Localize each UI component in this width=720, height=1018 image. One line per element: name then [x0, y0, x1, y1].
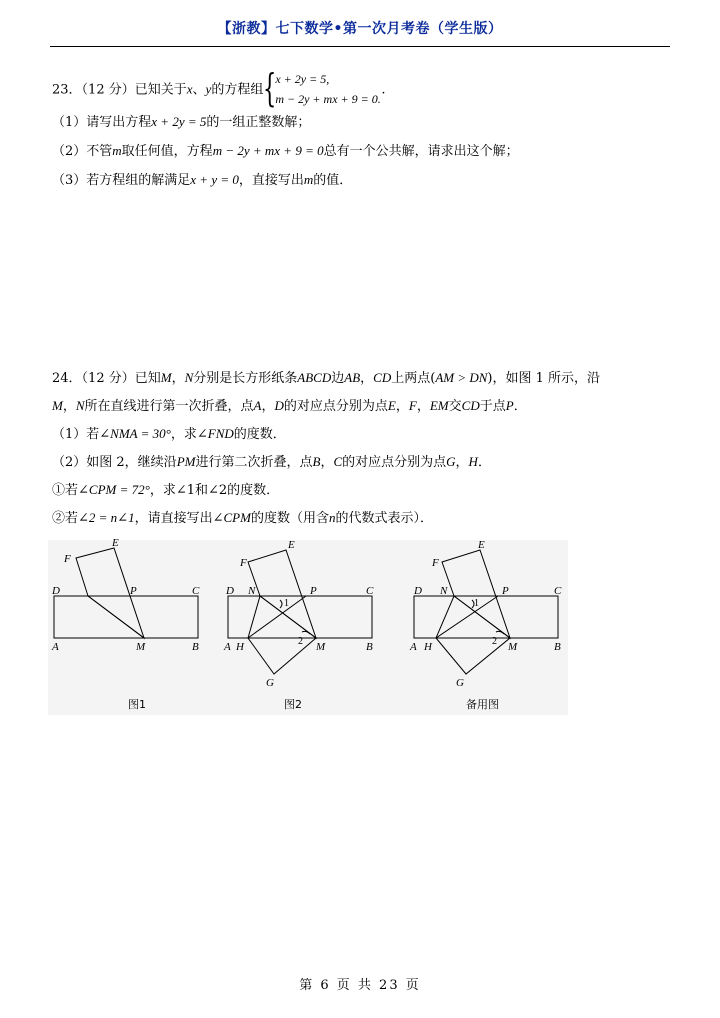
q23-p1-text: （1）请写出方程	[52, 115, 152, 130]
q23-p3-m: m	[303, 172, 314, 187]
t: ，	[395, 399, 409, 414]
m: M	[160, 370, 172, 385]
fig3-label-b: B	[554, 641, 561, 653]
equation-1: x + 2y = 5,	[275, 72, 330, 86]
t: 的代数式表示）．	[335, 511, 433, 526]
q23-p2-eq: m − 2y + mx + 9 = 0	[212, 143, 324, 158]
fig1-label-p: P	[130, 585, 137, 597]
t: ，	[320, 455, 334, 470]
q24-number: 24．	[52, 371, 82, 386]
t: ①若	[52, 483, 79, 498]
fig2-angle-2: 2	[298, 636, 303, 647]
fig2-label-p: P	[310, 585, 317, 597]
q23-p2-text-2: 取任何值，方程	[121, 144, 213, 159]
q23-p3-text-2: ，直接写出	[238, 173, 304, 188]
t: ，请直接写出	[134, 511, 213, 526]
fig2-label-f: F	[240, 557, 247, 569]
page-header: 【浙教】七下数学•第一次月考卷（学生版）	[217, 21, 503, 37]
q23-p3-text: （3）若方程组的解满足	[52, 173, 191, 188]
t: ，	[261, 399, 275, 414]
fig3-label-f: F	[432, 557, 439, 569]
t: 于点	[479, 399, 506, 414]
q24-line2	[52, 397, 527, 416]
t: ．	[513, 399, 527, 414]
m: G	[446, 454, 456, 469]
fig2-label-e: E	[288, 539, 295, 551]
q23-p3-text-3: 的值．	[313, 173, 353, 188]
fig1-caption: 图1	[128, 698, 146, 711]
q23-stem	[52, 66, 386, 110]
t: 所在直线进行第一次折叠，点	[84, 399, 254, 414]
t: 交	[448, 399, 462, 414]
fig2-caption: 图2	[284, 698, 302, 711]
fig1-label-b: B	[192, 641, 199, 653]
fig3-label-c: C	[554, 585, 562, 597]
q24-line1	[52, 369, 600, 388]
fig2-angle-1: 1	[284, 598, 289, 609]
fig2-label-c: C	[366, 585, 374, 597]
q23-p1-text-2: 的一组正整数解；	[206, 115, 311, 130]
t: ，	[62, 399, 76, 414]
t: ，	[455, 455, 469, 470]
t: 边	[331, 371, 345, 386]
q23-part1	[52, 113, 310, 132]
q23-part3	[52, 171, 352, 190]
fig3-label-m: M	[508, 641, 518, 653]
t: 的度数．	[233, 427, 286, 442]
equation-system: { x + 2y = 5, m − 2y + mx + 9 = 0.	[263, 66, 381, 110]
m: A	[253, 398, 262, 413]
fig2-label-b: B	[366, 641, 373, 653]
figure-group	[48, 537, 568, 715]
fig2-label-h: H	[236, 641, 244, 653]
fig1-label-d: D	[52, 585, 60, 597]
fig3-angle-1: 1	[474, 598, 479, 609]
m: CD	[461, 398, 480, 413]
page-footer: 第 6 页 共 23 页	[299, 978, 421, 993]
fig3-caption: 备用图	[466, 698, 499, 711]
figure-background	[48, 540, 568, 715]
q23-score: （12 分）	[81, 82, 135, 98]
t: 已知	[134, 371, 161, 386]
t: 的对应点分别为点	[283, 399, 388, 414]
q24-score: （12 分）	[81, 371, 135, 386]
fig1-label-e: E	[112, 537, 119, 549]
fig3-label-h: H	[424, 641, 432, 653]
q24-part2	[52, 453, 491, 472]
fig3-label-p: P	[502, 585, 509, 597]
m: M	[52, 398, 63, 413]
q23-text: 已知关于	[134, 82, 187, 98]
header-divider	[50, 46, 670, 47]
q23-sep: 、	[192, 82, 206, 98]
m: F	[408, 398, 417, 413]
fig3-label-e: E	[478, 539, 485, 551]
fig1-label-a: A	[52, 641, 59, 653]
fig2-label-a: A	[224, 641, 231, 653]
t: ②若	[52, 511, 79, 526]
t: )，如图 1 所示，沿	[487, 371, 601, 386]
m: H	[468, 454, 478, 469]
m: PM	[176, 454, 196, 469]
fig1-label-m: M	[136, 641, 146, 653]
m: ∠2 = n∠1	[78, 510, 135, 525]
t: ，	[171, 371, 185, 386]
q23-p2-text-3: 总有一个公共解，请求出这个解；	[323, 144, 519, 159]
fig1-label-f: F	[64, 553, 71, 565]
t: ，	[360, 371, 374, 386]
t: ，求	[170, 427, 197, 442]
q24-sub1	[52, 481, 279, 500]
t: 的对应点分别为点	[342, 455, 447, 470]
m: ∠CPM = 72°	[78, 482, 150, 497]
fig3-angle-2: 2	[492, 636, 497, 647]
t: （1）若	[52, 427, 100, 442]
q24-part1	[52, 425, 286, 444]
fig3-label-d: D	[414, 585, 422, 597]
m: CD	[373, 370, 392, 385]
m: D	[274, 398, 284, 413]
q23-part2	[52, 142, 519, 161]
q23-p2-text: （2）不管	[52, 144, 113, 159]
m: ∠FND	[196, 426, 234, 441]
fig2-label-d: D	[226, 585, 234, 597]
equation-2: m − 2y + mx + 9 = 0.	[275, 92, 381, 106]
t: 上两点(	[391, 371, 436, 386]
t: ，求∠1和∠2的度数．	[149, 483, 280, 498]
m: n	[328, 510, 336, 525]
fig3-label-a: A	[410, 641, 417, 653]
m: AM > DN	[435, 370, 488, 385]
fig2-label-g: G	[266, 677, 274, 689]
q23-p3-eq: x + y = 0	[190, 172, 239, 187]
t: （2）如图 2，继续沿	[52, 455, 177, 470]
t: ．	[477, 455, 491, 470]
m: ∠NMA = 30°	[99, 426, 171, 441]
fold-diagrams	[48, 537, 568, 715]
fig3-label-n: N	[440, 585, 448, 597]
m: P	[505, 398, 514, 413]
q24-sub2	[52, 509, 433, 528]
m: C	[333, 454, 343, 469]
q23-p1-eq: x + 2y = 5	[151, 114, 207, 129]
fig1-label-c: C	[192, 585, 200, 597]
m: B	[312, 454, 321, 469]
q23-text-2: 的方程组	[211, 82, 264, 98]
var-x: x	[186, 81, 193, 97]
m: EM	[429, 398, 449, 413]
m: ABCD	[297, 370, 332, 385]
q23-number: 23．	[52, 82, 82, 98]
t: ，	[416, 399, 430, 414]
m: N	[184, 370, 194, 385]
fig2-label-n: N	[248, 585, 256, 597]
t: 进行第二次折叠，点	[195, 455, 313, 470]
m: E	[387, 398, 396, 413]
q23-end: .	[381, 82, 386, 98]
var-y: y	[205, 81, 212, 97]
m: N	[75, 398, 85, 413]
t: 的度数（用含	[250, 511, 329, 526]
fig3-label-g: G	[456, 677, 464, 689]
m: AB	[344, 370, 361, 385]
t: 分别是长方形纸条	[193, 371, 298, 386]
fig2-label-m: M	[316, 641, 326, 653]
q23-p2-m: m	[112, 143, 122, 158]
m: ∠CPM	[212, 510, 251, 525]
